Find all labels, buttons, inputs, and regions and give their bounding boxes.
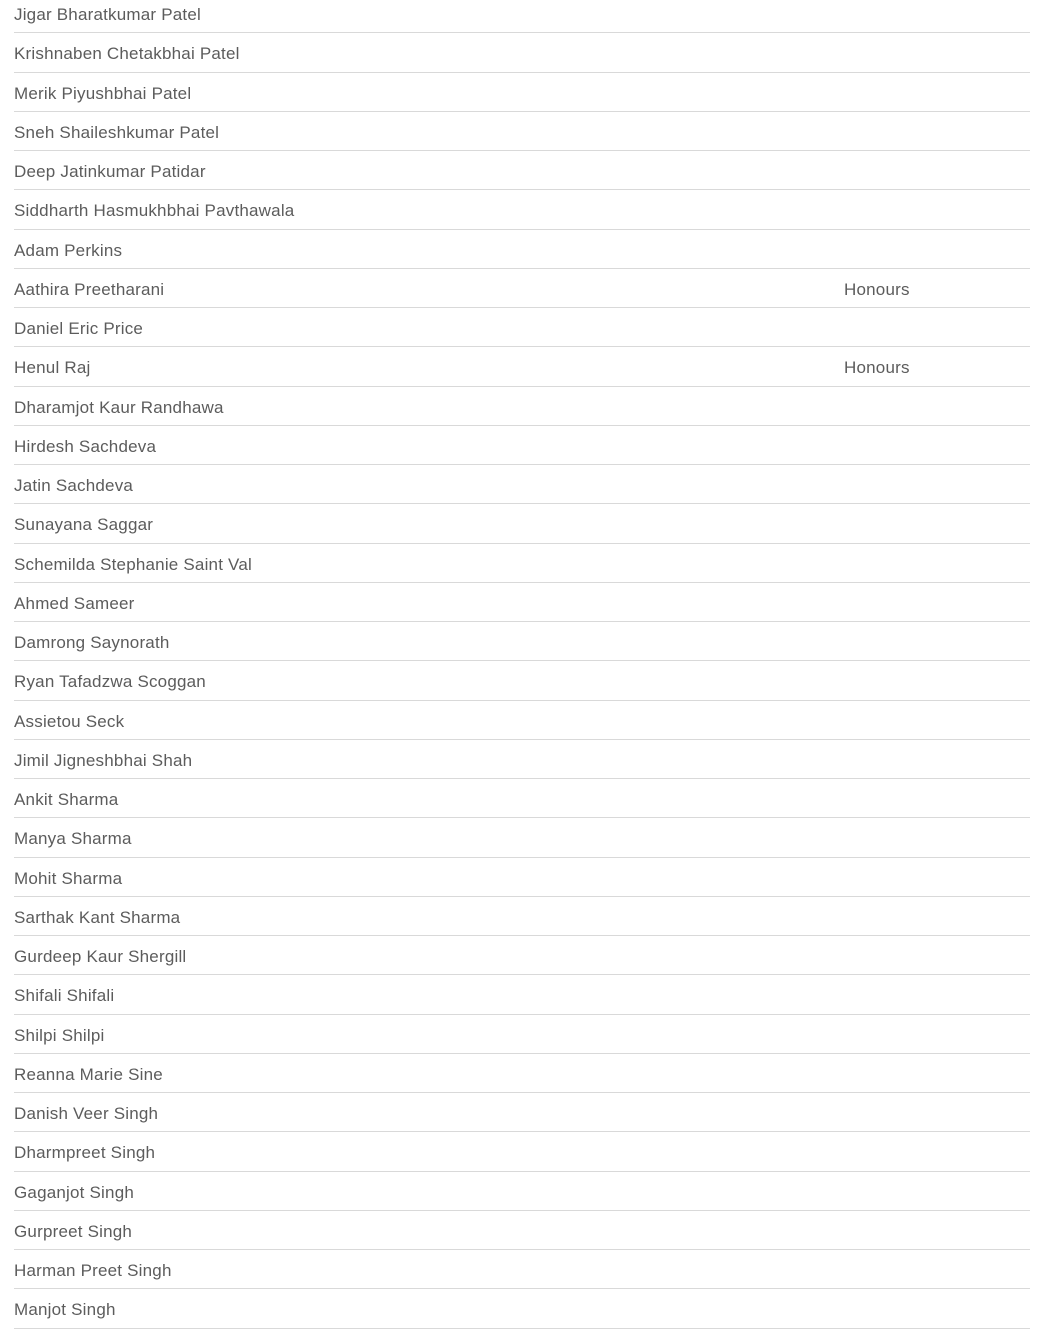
graduate-name: Jatin Sachdeva (14, 476, 134, 495)
graduate-name: Manjot Singh (14, 1300, 116, 1320)
list-item (14, 661, 1030, 700)
list-item (14, 1054, 1030, 1093)
list-item (14, 622, 1030, 661)
list-item (14, 544, 1030, 583)
graduate-name: Hirdesh Sachdeva (14, 436, 157, 456)
graduate-distinction: Honours (844, 358, 910, 378)
list-item (14, 308, 1030, 347)
graduate-name: Krishnaben Chetakbhai Patel (14, 44, 240, 64)
graduate-name: Gurdeep Kaur Shergill (14, 947, 187, 966)
list-item (14, 1015, 1030, 1054)
list-item (14, 33, 1030, 72)
list-item (14, 112, 1030, 151)
graduate-name: Danish Veer Singh (14, 1104, 159, 1123)
list-item (14, 73, 1030, 112)
graduate-name: Ryan Tafadzwa Scoggan (14, 672, 206, 692)
list-item (14, 0, 1030, 33)
graduate-name: Dharamjot Kaur Randhawa (14, 397, 224, 417)
list-item (14, 975, 1030, 1014)
list-item (14, 701, 1030, 740)
graduate-name: Gurpreet Singh (14, 1221, 133, 1241)
list-item (14, 465, 1030, 504)
graduate-name: Reanna Marie Sine (14, 1064, 163, 1084)
graduate-name: Ahmed Sameer (14, 593, 135, 613)
list-item (14, 1289, 1030, 1328)
list-item (14, 779, 1030, 818)
list-item (14, 1093, 1030, 1132)
graduate-name: Shilpi Shilpi (14, 1025, 105, 1045)
list-item (14, 897, 1030, 936)
list-item (14, 583, 1030, 622)
graduate-name: Sarthak Kant Sharma (14, 907, 181, 927)
list-item (14, 151, 1030, 190)
graduate-name: Henul Raj (14, 358, 91, 378)
list-item (14, 230, 1030, 269)
graduates-list (14, 0, 1030, 1329)
list-item (14, 347, 1030, 386)
graduate-name: Damrong Saynorath (14, 633, 170, 652)
graduate-name: Sneh Shaileshkumar Patel (14, 122, 220, 142)
list-item (14, 1250, 1030, 1289)
list-item (14, 426, 1030, 465)
graduate-distinction: Honours (844, 279, 910, 299)
graduate-name: Harman Preet Singh (14, 1261, 172, 1280)
graduate-name: Shifali Shifali (14, 986, 115, 1006)
list-item (14, 269, 1030, 308)
graduate-name: Siddharth Hasmukhbhai Pavthawala (14, 201, 295, 221)
list-item (14, 740, 1030, 779)
graduate-name: Adam Perkins (14, 240, 123, 260)
graduate-name: Assietou Seck (14, 711, 125, 731)
list-item (14, 1211, 1030, 1250)
graduate-name: Merik Piyushbhai Patel (14, 83, 192, 103)
list-item (14, 936, 1030, 975)
list-item (14, 387, 1030, 426)
graduate-name: Aathira Preetharani (14, 279, 165, 299)
graduate-name: Jimil Jigneshbhai Shah (14, 750, 193, 770)
list-item (14, 1172, 1030, 1211)
graduate-name: Mohit Sharma (14, 868, 123, 888)
list-item (14, 818, 1030, 857)
graduate-name: Sunayana Saggar (14, 515, 154, 535)
graduate-name: Ankit Sharma (14, 790, 119, 809)
list-item (14, 858, 1030, 897)
graduate-name: Manya Sharma (14, 829, 132, 849)
list-item (14, 190, 1030, 229)
graduate-name: Daniel Eric Price (14, 319, 144, 338)
graduate-name: Deep Jatinkumar Patidar (14, 162, 206, 181)
graduate-name: Dharmpreet Singh (14, 1143, 156, 1163)
graduate-name: Jigar Bharatkumar Patel (14, 5, 201, 24)
graduate-name: Schemilda Stephanie Saint Val (14, 554, 252, 574)
list-item (14, 504, 1030, 543)
list-item (14, 1132, 1030, 1171)
graduate-name: Gaganjot Singh (14, 1182, 134, 1202)
